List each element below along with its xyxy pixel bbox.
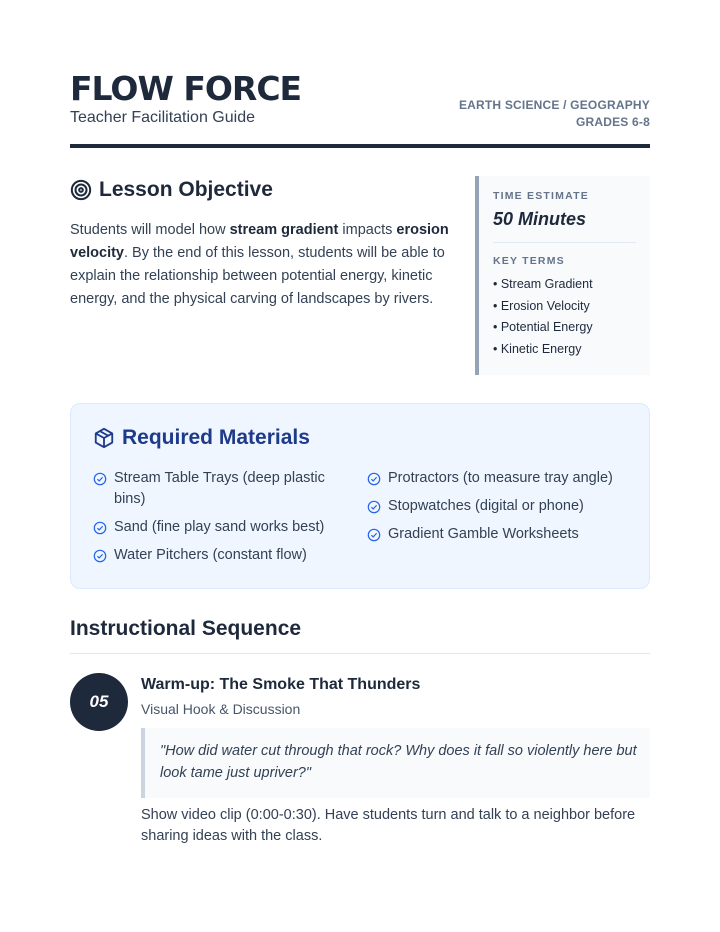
- page-subtitle: Teacher Facilitation Guide: [70, 109, 255, 126]
- course-meta: [459, 97, 650, 131]
- time-estimate-label: TIME ESTIMATE: [493, 190, 589, 202]
- objective-heading: [70, 176, 273, 204]
- step-subtitle: Visual Hook & Discussion: [141, 701, 301, 717]
- material-label: Protractors (to measure tray angle): [388, 470, 613, 486]
- step-title: Warm-up: The Smoke That Thunders: [141, 676, 421, 693]
- step-body: Show video clip (0:00-0:30). Have students turn and talk to a neighbor before sharing ideas with the class.: [141, 807, 636, 844]
- objective-text: [70, 219, 450, 311]
- materials-list-left: [93, 468, 343, 573]
- key-terms-label: KEY TERMS: [493, 255, 565, 267]
- sequence-heading: Instructional Sequence: [70, 617, 650, 654]
- material-label: Stream Table Trays (deep plastic bins): [114, 470, 325, 507]
- key-term: • Potential Energy: [493, 320, 593, 334]
- check-circle-icon: [367, 500, 381, 514]
- materials-title: Required Materials: [122, 426, 310, 449]
- material-item: [93, 545, 343, 566]
- check-circle-icon: [367, 472, 381, 486]
- objective-term-gradient: stream gradient: [229, 222, 339, 238]
- check-circle-icon: [93, 521, 107, 535]
- material-label: Stopwatches (digital or phone): [388, 498, 584, 514]
- key-term: • Erosion Velocity: [493, 298, 590, 313]
- check-circle-icon: [93, 549, 107, 563]
- objective-term-erosion: erosion velocity: [70, 222, 449, 261]
- page-title: FLOW FORCE: [70, 69, 302, 108]
- material-item: [367, 468, 637, 489]
- package-icon: [93, 427, 115, 449]
- lesson-sidebar: [475, 176, 650, 375]
- step-number-badge: 05: [70, 673, 128, 731]
- key-term: • Kinetic Energy: [493, 341, 582, 356]
- material-item: [367, 496, 637, 517]
- grades-label: GRADES 6-8: [575, 115, 650, 129]
- material-item: [367, 524, 637, 545]
- step-quote: "How did water cut through that rock? Why does it fall so violently here but look tame just upriver?": [141, 728, 650, 798]
- objective-text-part: . By the end of this lesson, students will be able to explain the relationship between potential energy, kinetic energy, and the physical carving of landscapes by rivers.: [70, 245, 445, 307]
- materials-list-right: [367, 468, 637, 552]
- objective-title: Lesson Objective: [99, 178, 273, 201]
- time-estimate-value: 50 Minutes: [493, 209, 636, 243]
- materials-panel: [70, 403, 650, 589]
- target-icon: [70, 179, 92, 201]
- material-label: Gradient Gamble Worksheets: [388, 526, 579, 542]
- subject-label: EARTH SCIENCE / GEOGRAPHY: [458, 98, 650, 112]
- check-circle-icon: [93, 472, 107, 486]
- material-item: [93, 468, 343, 510]
- material-label: Water Pitchers (constant flow): [114, 547, 307, 563]
- check-circle-icon: [367, 528, 381, 542]
- page-header: [70, 70, 650, 148]
- material-label: Sand (fine play sand works best): [114, 519, 325, 535]
- material-item: [93, 517, 343, 538]
- key-terms-list: [493, 274, 636, 360]
- key-term: • Stream Gradient: [493, 277, 593, 291]
- objective-text-part: impacts: [338, 222, 397, 238]
- materials-heading: [93, 426, 310, 450]
- objective-text-part: Students will model how: [70, 222, 230, 238]
